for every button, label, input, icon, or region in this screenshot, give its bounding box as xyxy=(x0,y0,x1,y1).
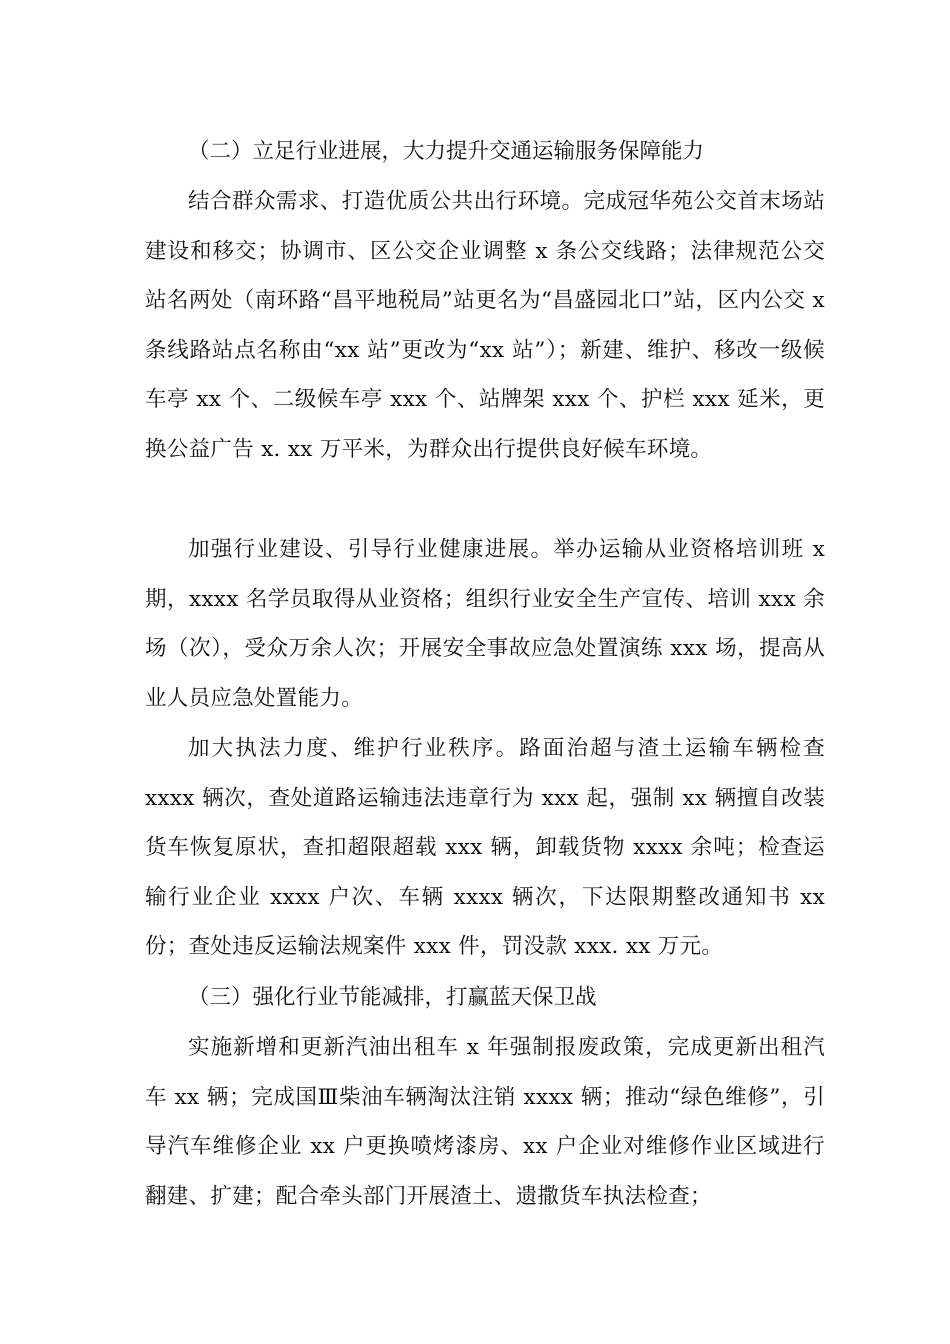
section-heading-3: （三）强化行业节能减排，打赢蓝天保卫战 xyxy=(188,985,597,1010)
section-heading-2: （二）立足行业进展，大力提升交通运输服务保障能力 xyxy=(188,139,705,164)
paragraph-energy-saving: 实施新增和更新汽油出租车 x 年强制报废政策，完成更新出租汽车 xx 辆；完成国Ⅲ柴油车辆淘汰注销 xxxx 辆；推动“绿色维修”，引导汽车维修企业 xx 户更换喷烤漆房、xx 户企业对维修作业区域进行翻建、扩建；配合牵头部门开展渣土、遗撒货车执法检查； xyxy=(145,1035,825,1209)
paragraph-industry-construction: 加强行业建设、引导行业健康进展。举办运输从业资格培训班 x 期，xxxx 名学员取得从业资格；组织行业安全生产宣传、培训 xxx 余场（次），受众万余人次；开展安全事故应急处置演练 xxx 场，提高从业人员应急处置能力。 xyxy=(145,537,825,711)
paragraph-public-transit: 结合群众需求、打造优质公共出行环境。完成冠华苑公交首末场站建设和移交；协调市、区公交企业调整 x 条公交线路；法律规范公交站名两处（南环路“昌平地税局”站更名为“昌盛园北口”站，区内公交 x 条线路站点名称由“xx 站”更改为“xx 站”）；新建、维护、移改一级候车亭 xx 个、二级候车亭 xxx 个、站牌架 xxx 个、护栏 xxx 延米，更换公益广告 x. xx 万平米，为群众出行提供良好候车环境。 xyxy=(145,189,825,462)
paragraph-law-enforcement: 加大执法力度、维护行业秩序。路面治超与渣土运输车辆检查 xxxx 辆次，查处道路运输违法违章行为 xxx 起，强制 xx 辆擅自改装货车恢复原状，查扣超限超载 xxx 辆，卸载货物 xxxx 余吨；检查运输行业企业 xxxx 户次、车辆 xxxx 辆次，下达限期整改通知书 xx 份；查处违反运输法规案件 xxx 件，罚没款 xxx. xx 万元。 xyxy=(145,736,825,960)
